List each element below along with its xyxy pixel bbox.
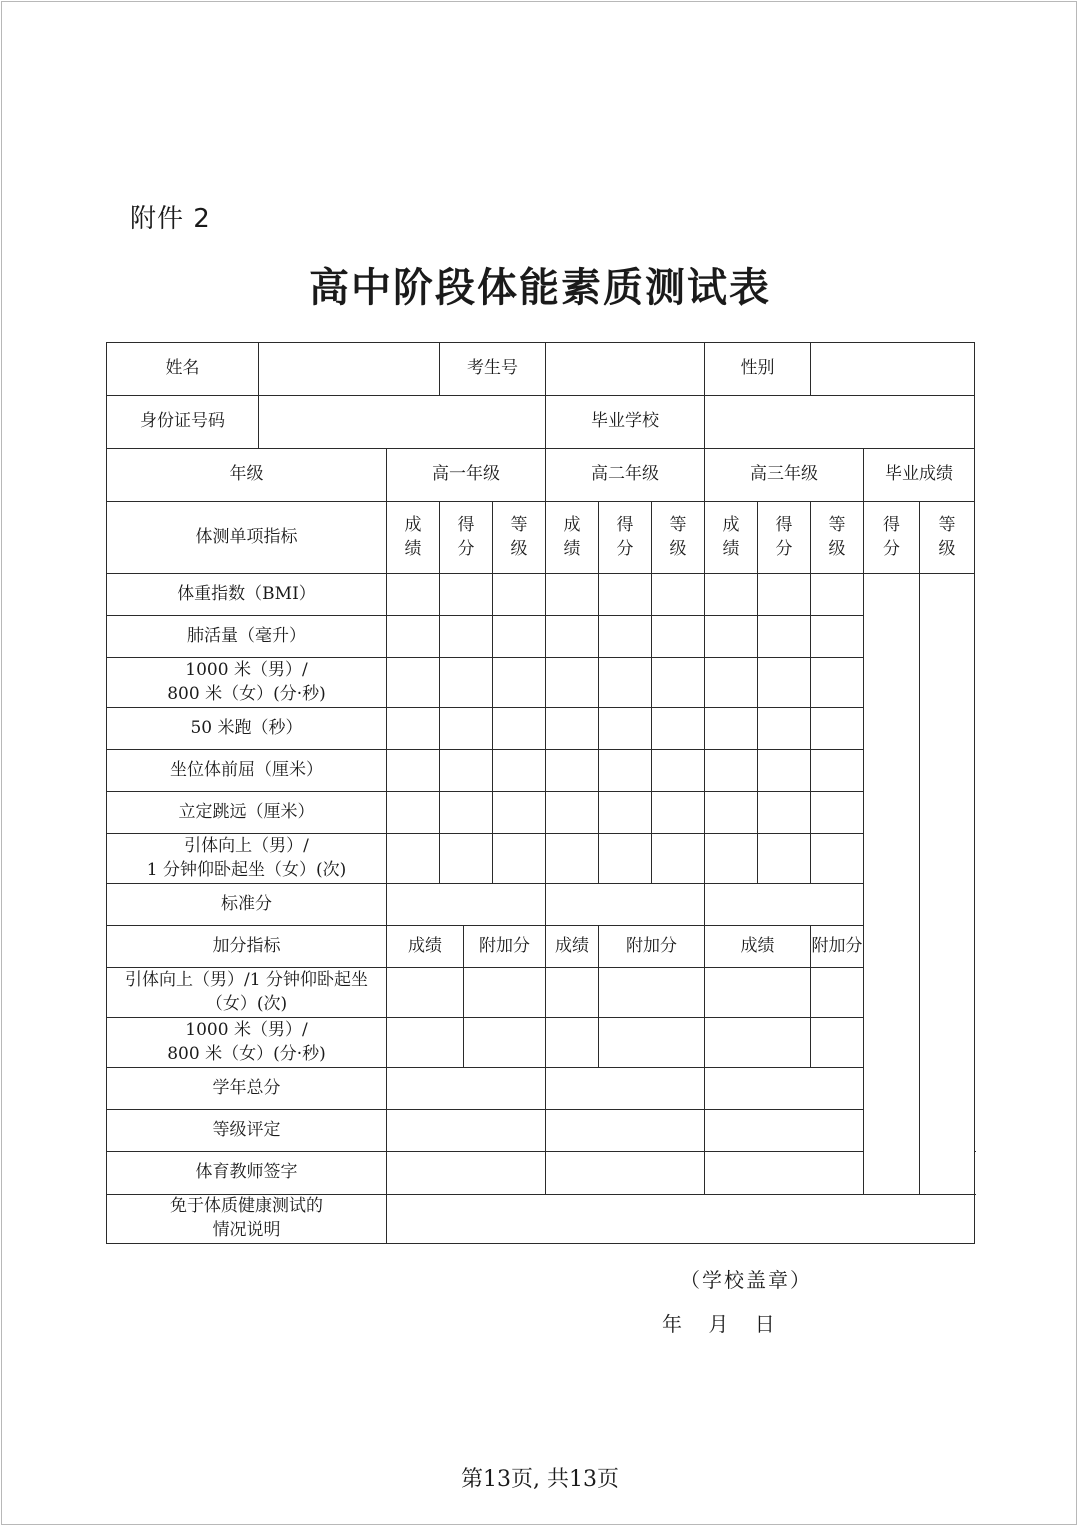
grade-cell[interactable]: [546, 834, 599, 884]
item-label: 1000 米（男）/ 800 米（女）(分·秒): [107, 658, 387, 708]
grade-cell[interactable]: [652, 750, 705, 792]
graduation-header: 毕业成绩: [864, 449, 975, 502]
grade-cell[interactable]: [811, 574, 864, 616]
gender-field[interactable]: [811, 343, 975, 396]
teacher-signature-cell[interactable]: [705, 1152, 864, 1195]
bonus-cell[interactable]: [546, 1018, 599, 1068]
grade-cell[interactable]: [493, 834, 546, 884]
annual-total-cell[interactable]: [387, 1068, 546, 1110]
bonus-cell[interactable]: [546, 968, 599, 1018]
school-label: 毕业学校: [546, 396, 705, 449]
grade-cell[interactable]: [387, 708, 440, 750]
page-footer: 第13页, 共13页: [461, 1467, 619, 1492]
grade-cell[interactable]: [387, 658, 440, 708]
gender-label: 性别: [705, 343, 811, 396]
grade-cell[interactable]: [652, 834, 705, 884]
grade-cell[interactable]: [705, 616, 758, 658]
level-rating-cell[interactable]: [387, 1110, 546, 1152]
grade-cell[interactable]: [387, 750, 440, 792]
annual-total-cell[interactable]: [546, 1068, 705, 1110]
grade-cell[interactable]: [493, 792, 546, 834]
grade-cell[interactable]: [705, 792, 758, 834]
grade-cell[interactable]: [546, 750, 599, 792]
grade-cell[interactable]: [705, 658, 758, 708]
grade-cell[interactable]: [599, 792, 652, 834]
grade-cell[interactable]: [811, 658, 864, 708]
teacher-signature-cell[interactable]: [387, 1152, 546, 1195]
grade-cell[interactable]: [387, 792, 440, 834]
col-level: 等 级: [493, 502, 546, 574]
grade-cell[interactable]: [599, 658, 652, 708]
col-score: 成 绩: [387, 502, 440, 574]
col-points: 得 分: [864, 502, 920, 574]
grade-cell[interactable]: [440, 574, 493, 616]
bonus-cell[interactable]: [811, 1018, 864, 1068]
annual-total-cell[interactable]: [705, 1068, 864, 1110]
col-level: 等 级: [652, 502, 705, 574]
col-level: 等 级: [811, 502, 864, 574]
col-points: 得 分: [440, 502, 493, 574]
bonus-cell[interactable]: [387, 1018, 464, 1068]
grade-cell[interactable]: [440, 792, 493, 834]
exemption-label: 免于体质健康测试的 情况说明: [107, 1195, 387, 1244]
grade-cell[interactable]: [758, 708, 811, 750]
grade-cell[interactable]: [758, 616, 811, 658]
bonus-cell[interactable]: [811, 968, 864, 1018]
bonus-score-header: 成绩: [387, 926, 464, 968]
bonus-extra-header: 附加分: [464, 926, 546, 968]
grade-cell[interactable]: [652, 658, 705, 708]
level-rating-label: 等级评定: [107, 1110, 387, 1152]
grade-3-header: 高三年级: [705, 449, 864, 502]
item-label: 坐位体前屈（厘米）: [107, 750, 387, 792]
bonus-cell[interactable]: [599, 1018, 705, 1068]
grade-cell[interactable]: [546, 574, 599, 616]
grade-cell[interactable]: [387, 834, 440, 884]
bonus-cell[interactable]: [705, 1018, 811, 1068]
exam-number-field[interactable]: [546, 343, 705, 396]
grade-cell[interactable]: [599, 750, 652, 792]
teacher-signature-cell[interactable]: [546, 1152, 705, 1195]
col-level: 等 级: [920, 502, 975, 574]
grade-2-header: 高二年级: [546, 449, 705, 502]
grade-cell[interactable]: [652, 792, 705, 834]
id-number-field[interactable]: [259, 396, 546, 449]
attachment-label: 附件 2: [130, 204, 211, 234]
document-title: 高中阶段体能素质测试表: [309, 264, 771, 311]
school-seal-note: （学校盖章）: [680, 1268, 812, 1292]
bonus-cell[interactable]: [387, 968, 464, 1018]
grade-cell[interactable]: [705, 834, 758, 884]
grade-cell[interactable]: [811, 708, 864, 750]
col-points: 得 分: [599, 502, 652, 574]
bonus-cell[interactable]: [705, 968, 811, 1018]
grade-cell[interactable]: [758, 658, 811, 708]
bonus-extra-header: 附加分: [599, 926, 705, 968]
name-field[interactable]: [259, 343, 440, 396]
grade-cell[interactable]: [758, 792, 811, 834]
bonus-item-label: 引体向上（男）/1 分钟仰卧起坐 （女）(次): [107, 968, 387, 1018]
grade-cell[interactable]: [811, 616, 864, 658]
grade-2-standard-cell[interactable]: [546, 884, 705, 926]
grade-cell[interactable]: [387, 574, 440, 616]
item-label: 肺活量（毫升）: [107, 616, 387, 658]
bonus-score-header: 成绩: [705, 926, 811, 968]
standard-score-label: 标准分: [107, 884, 387, 926]
grade-cell[interactable]: [493, 616, 546, 658]
grade-cell[interactable]: [705, 708, 758, 750]
grade-cell[interactable]: [493, 574, 546, 616]
item-label: 引体向上（男）/ 1 分钟仰卧起坐（女）(次): [107, 834, 387, 884]
grade-cell[interactable]: [546, 658, 599, 708]
grade-cell[interactable]: [652, 574, 705, 616]
date-line: 年 月 日: [662, 1312, 775, 1336]
grade-cell[interactable]: [493, 708, 546, 750]
grade-cell[interactable]: [493, 658, 546, 708]
grade-cell[interactable]: [811, 750, 864, 792]
grade-cell[interactable]: [811, 834, 864, 884]
col-score: 成 绩: [705, 502, 758, 574]
grade-label: 年级: [107, 449, 387, 502]
grade-cell[interactable]: [387, 616, 440, 658]
grade-cell[interactable]: [546, 616, 599, 658]
teacher-signature-label: 体育教师签字: [107, 1152, 387, 1195]
grade-cell[interactable]: [440, 658, 493, 708]
grade-cell[interactable]: [440, 834, 493, 884]
grade-cell[interactable]: [599, 834, 652, 884]
col-points: 得 分: [758, 502, 811, 574]
grade-cell[interactable]: [652, 708, 705, 750]
grade-cell[interactable]: [440, 616, 493, 658]
grade-cell[interactable]: [705, 750, 758, 792]
grade-3-standard-cell[interactable]: [705, 884, 864, 926]
exemption-cell[interactable]: [387, 1195, 975, 1244]
level-rating-cell[interactable]: [705, 1110, 864, 1152]
indicator-label: 体测单项指标: [107, 502, 387, 574]
school-field[interactable]: [705, 396, 975, 449]
item-label: 50 米跑（秒）: [107, 708, 387, 750]
grade-cell[interactable]: [705, 574, 758, 616]
grade-1-standard-cell[interactable]: [387, 884, 546, 926]
annual-total-label: 学年总分: [107, 1068, 387, 1110]
item-label: 体重指数（BMI）: [107, 574, 387, 616]
grade-cell[interactable]: [652, 616, 705, 658]
name-label: 姓名: [107, 343, 259, 396]
grade-cell[interactable]: [758, 574, 811, 616]
bonus-score-header: 成绩: [546, 926, 599, 968]
grade-cell[interactable]: [493, 750, 546, 792]
grade-cell[interactable]: [440, 750, 493, 792]
bonus-label: 加分指标: [107, 926, 387, 968]
grade-cell[interactable]: [440, 708, 493, 750]
grade-cell[interactable]: [758, 834, 811, 884]
grade-cell[interactable]: [599, 708, 652, 750]
id-number-label: 身份证号码: [107, 396, 259, 449]
graduation-level-cell[interactable]: [920, 574, 975, 1195]
grade-cell[interactable]: [599, 574, 652, 616]
level-rating-cell[interactable]: [546, 1110, 705, 1152]
col-score: 成 绩: [546, 502, 599, 574]
bonus-cell[interactable]: [599, 968, 705, 1018]
exam-number-label: 考生号: [440, 343, 546, 396]
grade-cell[interactable]: [546, 792, 599, 834]
bonus-item-label: 1000 米（男）/ 800 米（女）(分·秒): [107, 1018, 387, 1068]
bonus-cell[interactable]: [464, 968, 546, 1018]
bonus-extra-header: 附加分: [811, 926, 864, 968]
item-label: 立定跳远（厘米）: [107, 792, 387, 834]
grade-cell[interactable]: [758, 750, 811, 792]
grade-cell[interactable]: [599, 616, 652, 658]
fitness-test-form: [106, 342, 975, 1244]
grade-cell[interactable]: [811, 792, 864, 834]
graduation-points-cell[interactable]: [864, 574, 920, 1195]
grade-1-header: 高一年级: [387, 449, 546, 502]
grade-cell[interactable]: [546, 708, 599, 750]
bonus-cell[interactable]: [464, 1018, 546, 1068]
